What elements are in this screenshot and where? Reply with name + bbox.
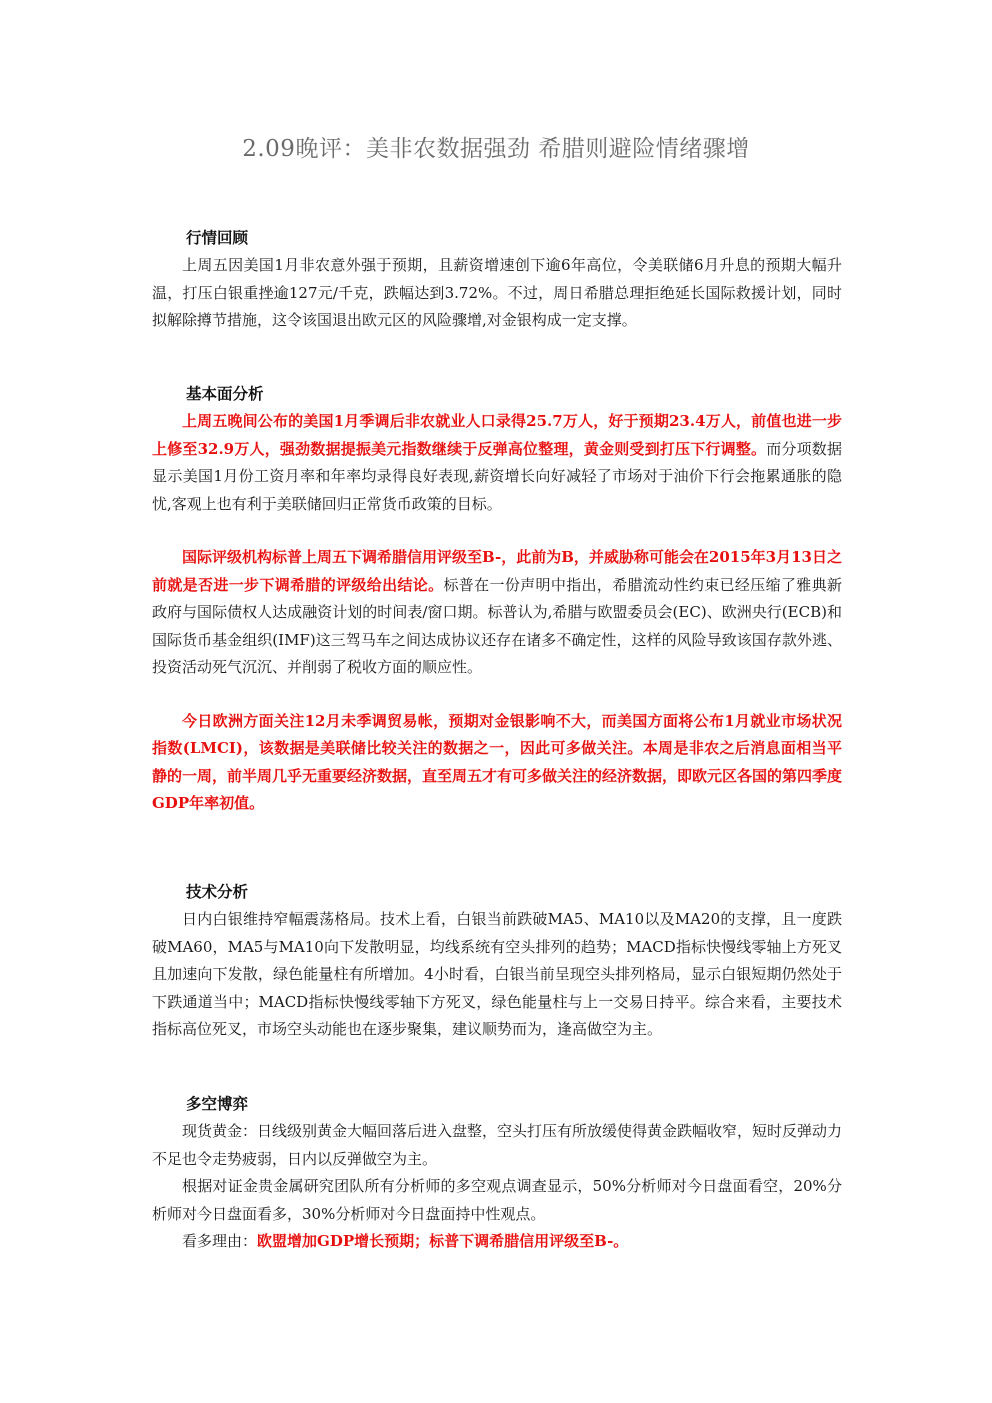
fundamental-p1-text: 而分项数据显示美国1月份工资月率和年率均录得良好表现,薪资增长向好减轻了市场对于油价下行会拖累通胀的隐忧,客观上也有利于美联储回归正常货币政策的目标。 bbox=[152, 439, 842, 513]
bull-reason-label: 看多理由： bbox=[182, 1232, 258, 1250]
heading-bullbear: 多空博弈 bbox=[186, 1095, 249, 1113]
bull-reason-text: 欧盟增加GDP增长预期；标普下调希腊信用评级至B-。 bbox=[257, 1232, 629, 1250]
review-paragraph: 上周五因美国1月非农意外强于预期，且薪资增速创下逾6年高位，令美联储6月升息的预期大幅升温，打压白银重挫逾127元/千克，跌幅达到3.72%。不过，周日希腊总理拒绝延长国际救援计划，同时拟解除撙节措施，这令该国退出欧元区的风险骤增,对金银构成一定支撑。 bbox=[152, 256, 842, 329]
technical-paragraph: 日内白银维持窄幅震荡格局。技术上看，白银当前跌破MA5、MA10以及MA20的支撑，且一度跌破MA60，MA5与MA10向下发散明显，均线系统有空头排列的趋势；MACD指标快慢线零轴上方死叉且加速向下发散，绿色能量柱有所增加。4小时看，白银当前呈现空头排列格局，显示白银短期仍然处于下跌通道当中；MACD指标快慢线零轴下方死叉，绿色能量柱与上一交易日持平。综合来看，主要技术指标高位死叉，市场空头动能也在逐步聚集，建议顺势而为，逢高做空为主。 bbox=[152, 910, 842, 1038]
page-title: 2.09晚评：美非农数据强劲 希腊则避险情绪骤增 bbox=[242, 136, 750, 162]
section-technical bbox=[152, 878, 842, 1044]
heading-fundamental: 基本面分析 bbox=[186, 385, 264, 403]
fundamental-paragraph-3 bbox=[152, 708, 842, 818]
survey-paragraph: 根据对证金贵金属研究团队所有分析师的多空观点调查显示，50%分析师对今日盘面看空，20%分析师对今日盘面看多，30%分析师对今日盘面持中性观点。 bbox=[152, 1177, 842, 1223]
section-review bbox=[152, 224, 842, 335]
section-fundamental bbox=[152, 380, 842, 818]
fundamental-p1-highlight: 上周五晚间公布的美国1月季调后非农就业人口录得25.7万人，好于预期23.4万人，前值也进一步上修至32.9万人，强劲数据提振美元指数继续于反弹高位整理，黄金则受到打压下行调整。 bbox=[152, 412, 842, 458]
fundamental-p3-highlight: 今日欧洲方面关注12月未季调贸易帐，预期对金银影响不大，而美国方面将公布1月就业市场状况指数(LMCI)，该数据是美联储比较关注的数据之一，因此可多做关注。本周是非农之后消息面相当平静的一周，前半周几乎无重要经济数据，直至周五才有可多做关注的经济数据，即欧元区各国的第四季度GDP年率初值。 bbox=[152, 711, 843, 812]
fundamental-paragraph-1 bbox=[152, 408, 842, 518]
fundamental-p2-text: 标普在一份声明中指出，希腊流动性约束已经压缩了雅典新政府与国际债权人达成融资计划的时间表/窗口期。标普认为,希腊与欧盟委员会(EC)、欧洲央行(ECB)和国际货币基金组织(IMF)这三驾马车之间达成协议还存在诸多不确定性，这样的风险导致该国存款外逃、投资活动死气沉沉、并削弱了税收方面的顺应性。 bbox=[152, 575, 842, 676]
heading-review: 行情回顾 bbox=[186, 229, 249, 247]
fundamental-p2-highlight: 国际评级机构标普上周五下调希腊信用评级至B-，此前为B，并威胁称可能会在2015年3月13日之前就是否进一步下调希腊的评级给出结论。 bbox=[152, 548, 842, 594]
heading-technical: 技术分析 bbox=[186, 883, 249, 901]
bull-reason-line bbox=[152, 1228, 842, 1256]
fundamental-paragraph-2 bbox=[152, 544, 842, 682]
section-bullbear bbox=[152, 1090, 842, 1256]
spot-gold-paragraph: 现货黄金：日线级别黄金大幅回落后进入盘整，空头打压有所放缓使得黄金跌幅收窄，短时反弹动力不足也令走势疲弱，日内以反弹做空为主。 bbox=[152, 1122, 843, 1168]
